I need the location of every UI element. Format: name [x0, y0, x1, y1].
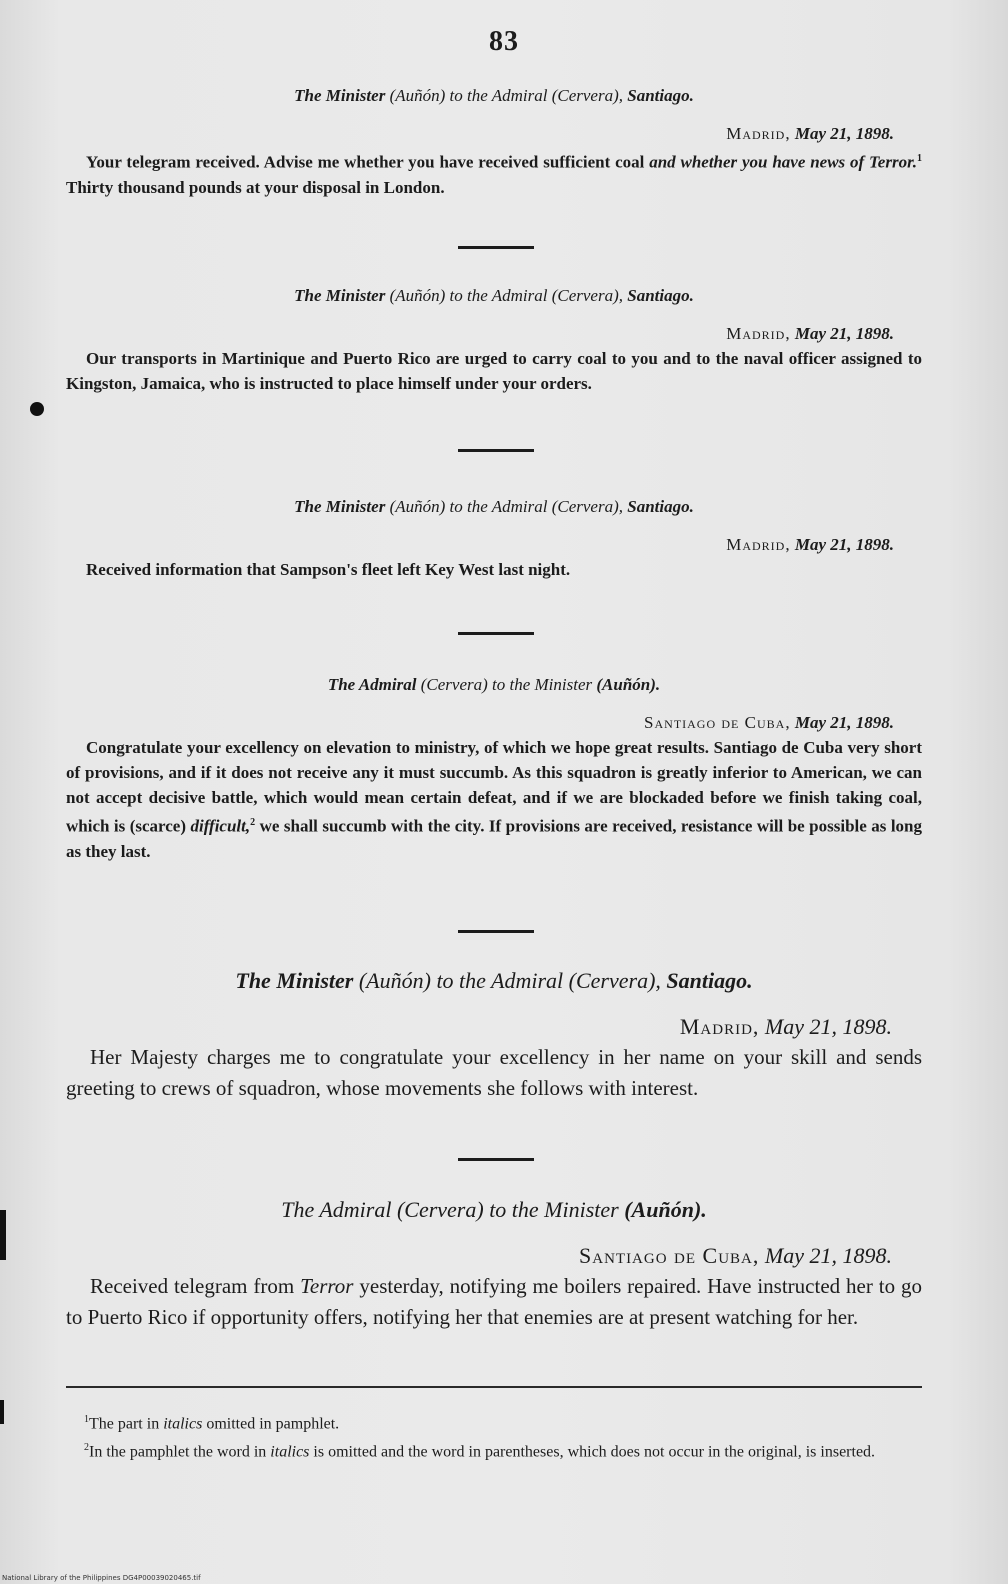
telegram-1: [66, 86, 922, 200]
telegram-body: Our transports in Martinique and Puerto Rico are urged to carry coal to you and to the naval officer assigned to Kingston, Jamaica, who is instructed to place himself under your orders.: [66, 349, 922, 393]
telegram-6: [66, 1197, 922, 1333]
telegram-dateline: Madrid, May 21, 1898.: [726, 324, 894, 343]
telegram-dateline: Madrid, May 21, 1898.: [726, 124, 894, 143]
telegram-2: [66, 286, 922, 396]
telegram-5: [66, 968, 922, 1104]
margin-mark: [0, 1400, 4, 1424]
footnote-rule: [66, 1386, 922, 1388]
telegram-heading: The Minister (Auñón) to the Admiral (Cervera), Santiago.: [294, 286, 694, 305]
telegram-heading: The Admiral (Cervera) to the Minister (Auñón).: [327, 675, 661, 694]
footnote-1: $^1$The part in italics omitted in pamphlet.: [84, 1414, 340, 1433]
section-divider: [458, 246, 534, 249]
footnotes: [66, 1408, 922, 1465]
telegram-dateline: Santiago de Cuba, May 21, 1898.: [644, 713, 894, 732]
margin-dot: [30, 402, 44, 416]
scan-credit: National Library of the Philippines DG4P00039020465.tif: [2, 1574, 201, 1582]
telegram-heading: The Minister (Auñón) to the Admiral (Cervera), Santiago.: [294, 86, 694, 105]
section-divider: [458, 930, 534, 933]
section-divider: [458, 1158, 534, 1161]
section-divider: [458, 632, 534, 635]
telegram-heading: The Minister (Auñón) to the Admiral (Cervera), Santiago.: [294, 497, 694, 516]
telegram-heading: The Minister (Auñón) to the Admiral (Cervera), Santiago.: [235, 968, 753, 993]
telegram-body: Congratulate your excellency on elevation to ministry, of which we hope great results. Santiago de Cuba very short of provisions, and if it does not receive any it must succumb. As this squadron is greatly inferior to American, we can not accept decisive battle, which would mean certain defeat, and if we are blockaded before we finish taking coal, which is (scarce) difficult,$^2$ we shall succumb with the city. If provisions are received, resistance will be possible as long as they last.: [66, 738, 923, 861]
page-number: 83: [489, 26, 519, 57]
telegram-body: Received telegram from Terror yesterday, notifying me boilers repaired. Have instructed her to go to Puerto Rico if opportunity offers, notifying her that enemies are at present watching for her.: [66, 1274, 923, 1329]
telegram-dateline: Madrid, May 21, 1898.: [679, 1014, 892, 1039]
margin-mark: [0, 1210, 6, 1260]
telegram-3: [66, 497, 922, 582]
telegram-4: [66, 675, 922, 864]
telegram-dateline: Santiago de Cuba, May 21, 1898.: [579, 1243, 892, 1268]
section-divider: [458, 449, 534, 452]
telegram-body: Received information that Sampson's fleet left Key West last night.: [86, 560, 571, 579]
telegram-body: Your telegram received. Advise me whether you have received sufficient coal and whether you have news of Terror.$^1$ Thirty thousand pounds at your disposal in London.: [66, 152, 923, 197]
telegram-dateline: Madrid, May 21, 1898.: [726, 535, 894, 554]
telegram-body: Her Majesty charges me to congratulate your excellency in her name on your skill and sends greeting to crews of squadron, whose movements she follows with interest.: [66, 1045, 922, 1100]
telegram-heading: The Admiral (Cervera) to the Minister (Auñón).: [281, 1197, 707, 1222]
footnote-2: $^2$In the pamphlet the word in italics is omitted and the word in parentheses, which does not occur in the original, is inserted.: [84, 1442, 876, 1461]
